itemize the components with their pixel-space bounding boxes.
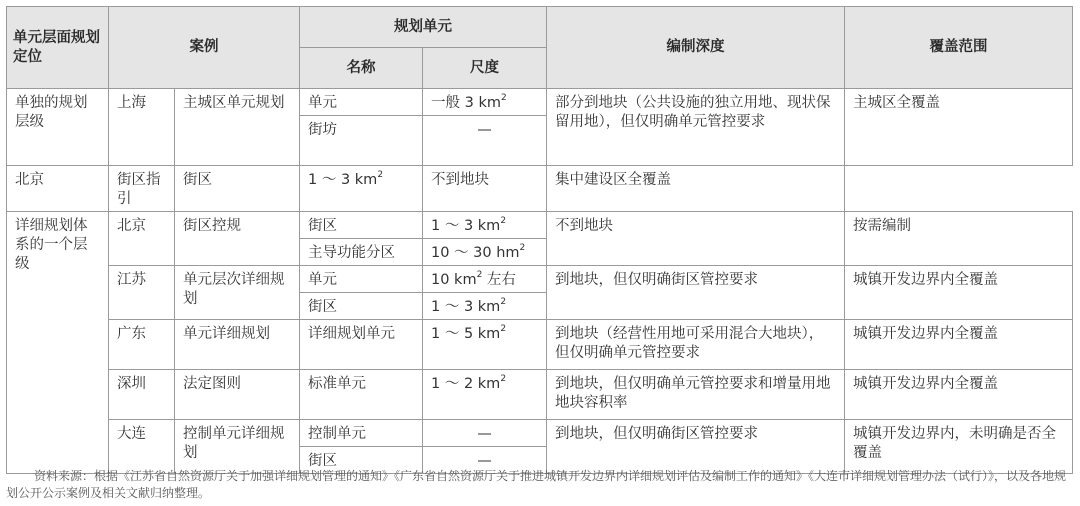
case-city: 大连	[109, 420, 175, 474]
table-row	[7, 212, 1073, 239]
unit-name: 街区	[175, 166, 300, 212]
case-plan: 单元层次详细规划	[175, 266, 300, 320]
unit-scale: 1 ～ 3 $km^2$	[300, 166, 423, 212]
unit-name: 控制单元	[300, 420, 423, 447]
header-unit-scale: 尺度	[423, 48, 547, 89]
header-unit-name: 名称	[300, 48, 423, 89]
unit-name: 主导功能分区	[300, 239, 423, 266]
case-city: 上海	[109, 89, 175, 166]
group-label: 详细规划体系的一个层级	[7, 212, 109, 474]
table-row	[7, 89, 1073, 116]
header-positioning: 单元层面规划定位	[7, 7, 109, 89]
header-unit-group: 规划单元	[300, 7, 547, 48]
coverage-cell: 按需编制	[845, 212, 1073, 266]
planning-unit-table	[6, 6, 1073, 474]
case-city: 广东	[109, 320, 175, 370]
case-city: 深圳	[109, 370, 175, 420]
unit-name: 标准单元	[300, 370, 423, 420]
unit-scale: 1 ～ 5 $km^2$	[423, 320, 547, 370]
unit-name: 街区	[300, 212, 423, 239]
case-plan: 法定图则	[175, 370, 300, 420]
unit-name: 街坊	[300, 116, 423, 166]
source-note: 资料来源：根据《江苏省自然资源厅关于加强详细规划管理的通知》《广东省自然资源厅关于推进城镇开发边界内详细规划评估及编制工作的通知》《大连市详细规划管理办法（试行）》，以及各地规划公开公示案例及相关文献归纳整理。	[6, 469, 1067, 500]
depth-cell: 到地块，但仅明确单元管控要求和增量用地地块容积率	[547, 370, 845, 420]
case-plan: 街区控规	[175, 212, 300, 266]
unit-scale: 1 ～ 2 $km^2$	[423, 370, 547, 420]
case-city: 江苏	[109, 266, 175, 320]
case-plan: 单元详细规划	[175, 320, 300, 370]
header-coverage: 覆盖范围	[845, 7, 1073, 89]
coverage-cell: 主城区全覆盖	[845, 89, 1073, 166]
unit-name: 街区	[300, 447, 423, 474]
table-row	[7, 370, 1073, 420]
table-row	[7, 420, 1073, 447]
unit-name: 详细规划单元	[300, 320, 423, 370]
header-depth: 编制深度	[547, 7, 845, 89]
unit-name: 单元	[300, 89, 423, 116]
table-row	[7, 266, 1073, 293]
header-row-1	[7, 7, 1073, 48]
unit-scale: 10 $km^2$ 左右	[423, 266, 547, 293]
depth-cell: 到地块，但仅明确街区管控要求	[547, 266, 845, 320]
case-plan: 控制单元详细规划	[175, 420, 300, 474]
case-plan: 主城区单元规划	[175, 89, 300, 166]
unit-scale: —	[423, 420, 547, 447]
unit-scale: 1 ～ 3 $km^2$	[423, 293, 547, 320]
unit-scale: 10 ～ 30 $hm^2$	[423, 239, 547, 266]
header-case: 案例	[109, 7, 300, 89]
coverage-cell: 城镇开发边界内全覆盖	[845, 320, 1073, 370]
depth-cell: 部分到地块（公共设施的独立用地、现状保留用地），但仅明确单元管控要求	[547, 89, 845, 166]
depth-cell: 到地块（经营性用地可采用混合大地块），但仅明确单元管控要求	[547, 320, 845, 370]
table-row	[7, 320, 1073, 370]
unit-scale: 1 ～ 3 $km^2$	[423, 212, 547, 239]
coverage-cell: 城镇开发边界内全覆盖	[845, 370, 1073, 420]
depth-cell: 不到地块	[423, 166, 547, 212]
depth-cell: 不到地块	[547, 212, 845, 266]
case-city: 北京	[109, 212, 175, 266]
unit-scale: 一般 3 $km^2$	[423, 89, 547, 116]
unit-name: 单元	[300, 266, 423, 293]
case-city: 北京	[7, 166, 109, 212]
unit-name: 街区	[300, 293, 423, 320]
unit-scale: —	[423, 447, 547, 474]
unit-scale: —	[423, 116, 547, 166]
table-row	[7, 166, 1073, 212]
coverage-cell: 城镇开发边界内全覆盖	[845, 266, 1073, 320]
coverage-cell: 集中建设区全覆盖	[547, 166, 845, 212]
group-label: 单独的规划层级	[7, 89, 109, 166]
depth-cell: 到地块，但仅明确街区管控要求	[547, 420, 845, 474]
case-plan: 街区指引	[109, 166, 175, 212]
coverage-cell: 城镇开发边界内，未明确是否全覆盖	[845, 420, 1073, 474]
